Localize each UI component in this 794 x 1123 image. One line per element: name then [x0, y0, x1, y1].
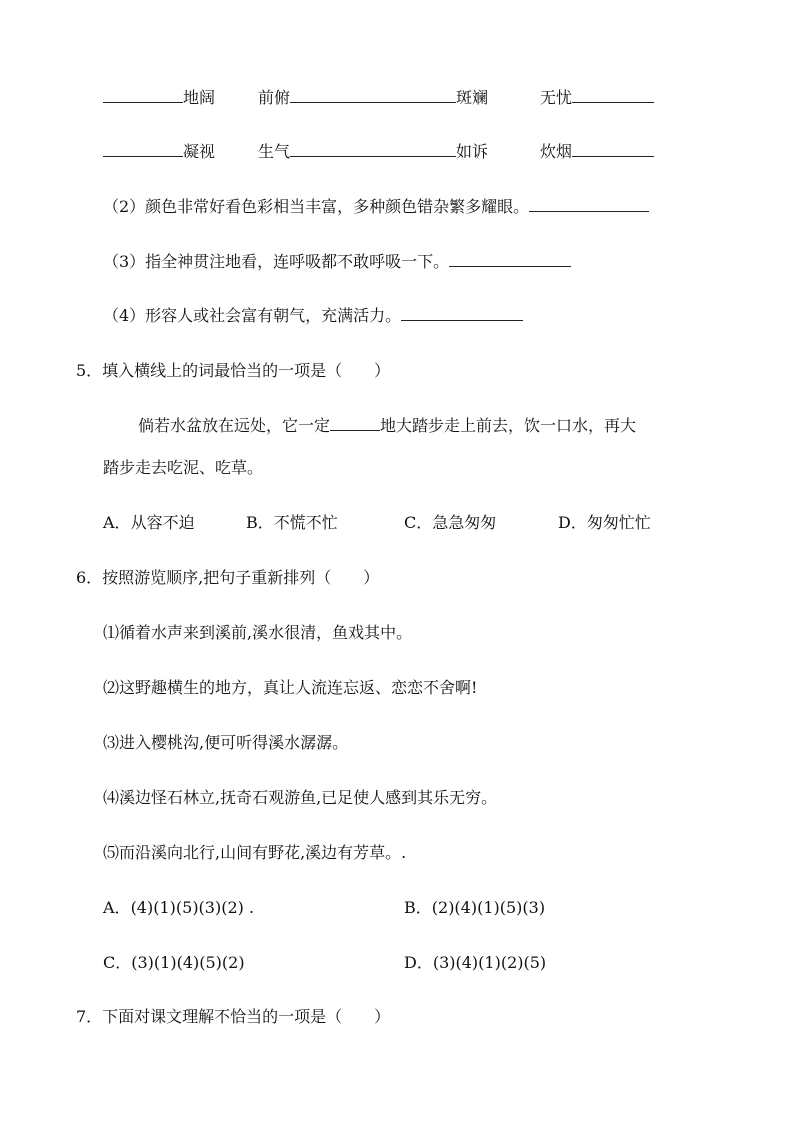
- option-text: (2)(4)(1)(5)(3): [431, 898, 546, 917]
- q6-option-b[interactable]: [404, 897, 545, 919]
- option-letter: A．: [103, 513, 131, 532]
- answer-blank[interactable]: [290, 88, 456, 103]
- option-letter: D．: [558, 513, 587, 532]
- q6-sentence-3: ⑶进入樱桃沟,便可听得溪水潺潺。: [103, 733, 349, 752]
- q4-sub4: [103, 305, 523, 327]
- answer-blank[interactable]: [330, 416, 380, 431]
- answer-blank[interactable]: [290, 142, 456, 157]
- word: 无忧: [540, 88, 573, 107]
- answer-blank[interactable]: [401, 306, 523, 321]
- word-row-2-col2: [258, 141, 488, 163]
- sub-question-text: （3）指全神贯注地看，连呼吸都不敢呼吸一下。: [103, 252, 450, 271]
- q6-sentence-2: ⑵这野趣横生的地方，真让人流连忘返、恋恋不舍啊!: [103, 678, 478, 697]
- word: 前俯: [258, 88, 291, 107]
- word-row-2: [103, 141, 215, 163]
- option-letter: C．: [103, 953, 132, 972]
- word-row-1-col3: [540, 87, 654, 109]
- option-text: 急急匆匆: [432, 513, 497, 532]
- answer-blank[interactable]: [572, 88, 654, 103]
- option-letter: B．: [404, 898, 432, 917]
- word: 凝视: [183, 142, 216, 161]
- word-row-1-col2: [258, 87, 488, 109]
- passage-text: 地大踏步走上前去，饮一口水，再大: [380, 416, 637, 435]
- option-text: (3)(1)(4)(5)(2): [131, 953, 245, 972]
- q5-passage-line2: 踏步走去吃泥、吃草。: [103, 458, 264, 477]
- q6-prompt: 6．按照游览顺序,把句子重新排列（ ）: [76, 568, 380, 587]
- answer-blank[interactable]: [103, 142, 183, 157]
- q5-option-b[interactable]: [246, 512, 338, 534]
- option-text: (3)(4)(1)(2)(5): [432, 953, 547, 972]
- answer-blank[interactable]: [529, 197, 649, 212]
- word-row-1: [103, 87, 215, 109]
- q5-passage-line1: [138, 415, 636, 437]
- q6-sentence-4: ⑷溪边怪石林立,抚奇石观游鱼,已足使人感到其乐无穷。: [103, 788, 498, 807]
- word-row-2-col3: [540, 141, 654, 163]
- answer-blank[interactable]: [103, 88, 183, 103]
- q5-option-d[interactable]: [558, 512, 651, 534]
- option-letter: A．: [103, 898, 131, 917]
- q6-sentence-5: ⑸而沿溪向北行,山间有野花,溪边有芳草。.: [103, 843, 407, 862]
- word: 如诉: [456, 142, 489, 161]
- answer-blank[interactable]: [449, 252, 571, 267]
- option-text: (4)(1)(5)(3)(2) .: [130, 898, 255, 917]
- answer-blank[interactable]: [572, 142, 654, 157]
- q4-sub3: [103, 251, 571, 273]
- word: 斑斓: [456, 88, 489, 107]
- q5-prompt: 5．填入横线上的词最恰当的一项是（ ）: [76, 361, 391, 380]
- option-letter: C．: [404, 513, 433, 532]
- q6-option-a[interactable]: [103, 897, 254, 919]
- q5-option-a[interactable]: [103, 512, 195, 534]
- sub-question-text: （4）形容人或社会富有朝气，充满活力。: [103, 306, 402, 325]
- passage-text: 倘若水盆放在远处，它一定: [138, 416, 331, 435]
- option-letter: D．: [404, 953, 433, 972]
- word: 炊烟: [540, 142, 573, 161]
- q7-prompt: 7．下面对课文理解不恰当的一项是（ ）: [76, 1007, 391, 1026]
- option-text: 从容不迫: [130, 513, 195, 532]
- word: 地阔: [183, 88, 216, 107]
- q6-option-d[interactable]: [404, 952, 546, 974]
- option-text: 匆匆忙忙: [586, 513, 651, 532]
- q6-sentence-1: ⑴循着水声来到溪前,溪水很清，鱼戏其中。: [103, 623, 413, 642]
- option-letter: B．: [246, 513, 274, 532]
- q4-sub2: [103, 196, 649, 218]
- sub-question-text: （2）颜色非常好看色彩相当丰富，多种颜色错杂繁多耀眼。: [103, 197, 530, 216]
- q5-option-c[interactable]: [404, 512, 496, 534]
- option-text: 不慌不忙: [273, 513, 338, 532]
- q6-option-c[interactable]: [103, 952, 245, 974]
- word: 生气: [258, 142, 291, 161]
